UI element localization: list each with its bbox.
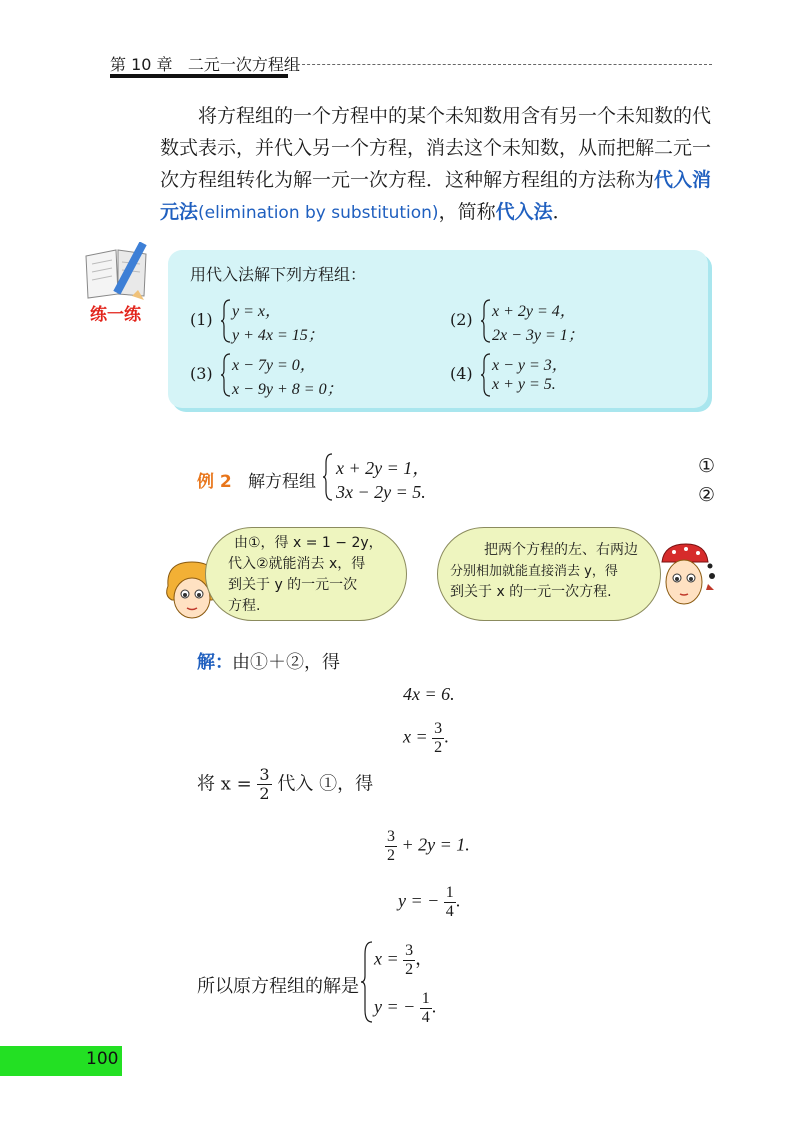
numerator: 3 — [405, 942, 414, 959]
bubble-line: 方程. — [228, 598, 261, 614]
brace-icon — [480, 352, 492, 398]
intro-text-2: ，简称 — [438, 201, 496, 223]
intro-paragraph — [160, 100, 720, 229]
notebook-pencil-icon — [82, 242, 154, 302]
denominator: 2 — [387, 847, 395, 864]
denominator: 2 — [259, 784, 270, 803]
denominator: 4 — [421, 1009, 430, 1026]
comma: ， — [415, 948, 434, 969]
period: . — [455, 890, 461, 911]
item-number: (2) — [450, 310, 473, 329]
equation-x-value — [403, 720, 449, 757]
numerator: 3 — [434, 720, 443, 737]
numerator: 3 — [259, 765, 270, 784]
equation-substituted — [385, 828, 470, 865]
boy-character-icon — [652, 540, 718, 616]
chapter-number: 第 10 章 — [110, 55, 173, 74]
bubble-line: 把两个方程的左、右两边 — [484, 542, 638, 558]
brace-icon — [220, 298, 232, 344]
fraction-1-4 — [420, 990, 432, 1027]
practice-title: 用代入法解下列方程组： — [190, 265, 367, 284]
equation-lhs: y = − — [398, 890, 440, 911]
fraction-3-2 — [385, 828, 397, 865]
intro-text: 将方程组的一个方程中的某个未知数用含有另一个未知数的代数式表示，并代入另一个方程，消去这个未知数，从而把解二元一次方程组转化为解一元一次方程．这种解方程组的方法称为 — [160, 105, 712, 191]
example-prompt: 解方程组 — [248, 472, 316, 492]
equation: x − 9y + 8 = 0； — [232, 381, 343, 398]
bubble-line: 代入②就能消去 x，得 — [228, 556, 366, 572]
brace-icon — [480, 298, 492, 344]
brace-icon — [322, 452, 334, 502]
example-equation-2: 3x − 2y = 5. — [336, 482, 426, 502]
equation-4x-6: 4x = 6. — [403, 684, 455, 704]
equation-lhs: x = — [374, 948, 399, 969]
example-label: 例 2 — [197, 472, 232, 492]
equation-label-2: ② — [698, 484, 716, 506]
equation-lhs: y = − — [374, 996, 416, 1017]
numerator: 3 — [387, 828, 395, 845]
equation: x − 7y = 0， — [232, 357, 316, 374]
equation-y-value — [398, 884, 460, 921]
page-number: 100 — [86, 1049, 119, 1069]
solution-x — [374, 942, 433, 979]
period: . — [444, 726, 449, 747]
term-substitution: 代入消元法 — [160, 169, 712, 223]
equation: x + y = 5. — [492, 376, 556, 393]
example-equation-1: x + 2y = 1， — [336, 458, 431, 478]
term-short: 代入法 — [495, 201, 553, 223]
solution-y — [374, 990, 436, 1027]
equation: x + 2y = 4， — [492, 303, 576, 320]
denominator: 4 — [445, 903, 454, 920]
intro-end: ． — [552, 201, 572, 223]
denominator: 2 — [405, 961, 414, 978]
item-number: (3) — [190, 364, 213, 383]
bubble-line: 分别相加就能直接消去 y，得 — [450, 564, 618, 579]
fraction-3-2 — [257, 766, 271, 803]
brace-icon — [220, 352, 232, 398]
numerator: 1 — [445, 884, 454, 901]
solution-step-1: 由①＋②，得 — [232, 652, 340, 673]
bubble-line: 到关于 y 的一元一次 — [228, 577, 358, 593]
header-dashed-rule — [292, 64, 712, 65]
bubble-line: 由①，得 x = 1 − 2y， — [234, 535, 383, 551]
equation-label-1: ① — [698, 455, 716, 477]
header-underline — [110, 74, 288, 78]
practice-label: 练一练 — [90, 305, 141, 325]
brace-icon — [360, 940, 374, 1024]
denominator: 2 — [434, 739, 443, 756]
item-number: (4) — [450, 364, 473, 383]
equation: y + 4x = 15； — [232, 327, 324, 344]
hint-bubble-right — [437, 527, 661, 621]
equation: y = x， — [232, 303, 282, 320]
fraction-3-2 — [403, 942, 415, 979]
substitute-prefix: 将 x = — [197, 773, 252, 795]
substitute-line — [197, 766, 373, 803]
period: . — [431, 996, 437, 1017]
hint-bubble-left — [205, 527, 407, 621]
chapter-header — [110, 52, 300, 75]
conclusion-text: 所以原方程组的解是 — [197, 976, 359, 997]
solution-label: 解： — [197, 652, 233, 673]
equation: x − y = 3， — [492, 357, 568, 374]
fraction-1-4 — [444, 884, 456, 921]
equation-rhs: + 2y = 1. — [401, 834, 470, 855]
numerator: 1 — [421, 990, 430, 1007]
equation-lhs: x = — [403, 726, 428, 747]
item-number: (1) — [190, 310, 213, 329]
fraction-3-2 — [432, 720, 444, 757]
english-term: (elimination by substitution) — [198, 203, 439, 223]
substitute-suffix: 代入 ①，得 — [277, 773, 374, 795]
bubble-line: 到关于 x 的一元一次方程. — [450, 584, 612, 600]
equation: 2x − 3y = 1； — [492, 327, 584, 344]
chapter-title: 二元一次方程组 — [187, 55, 300, 74]
